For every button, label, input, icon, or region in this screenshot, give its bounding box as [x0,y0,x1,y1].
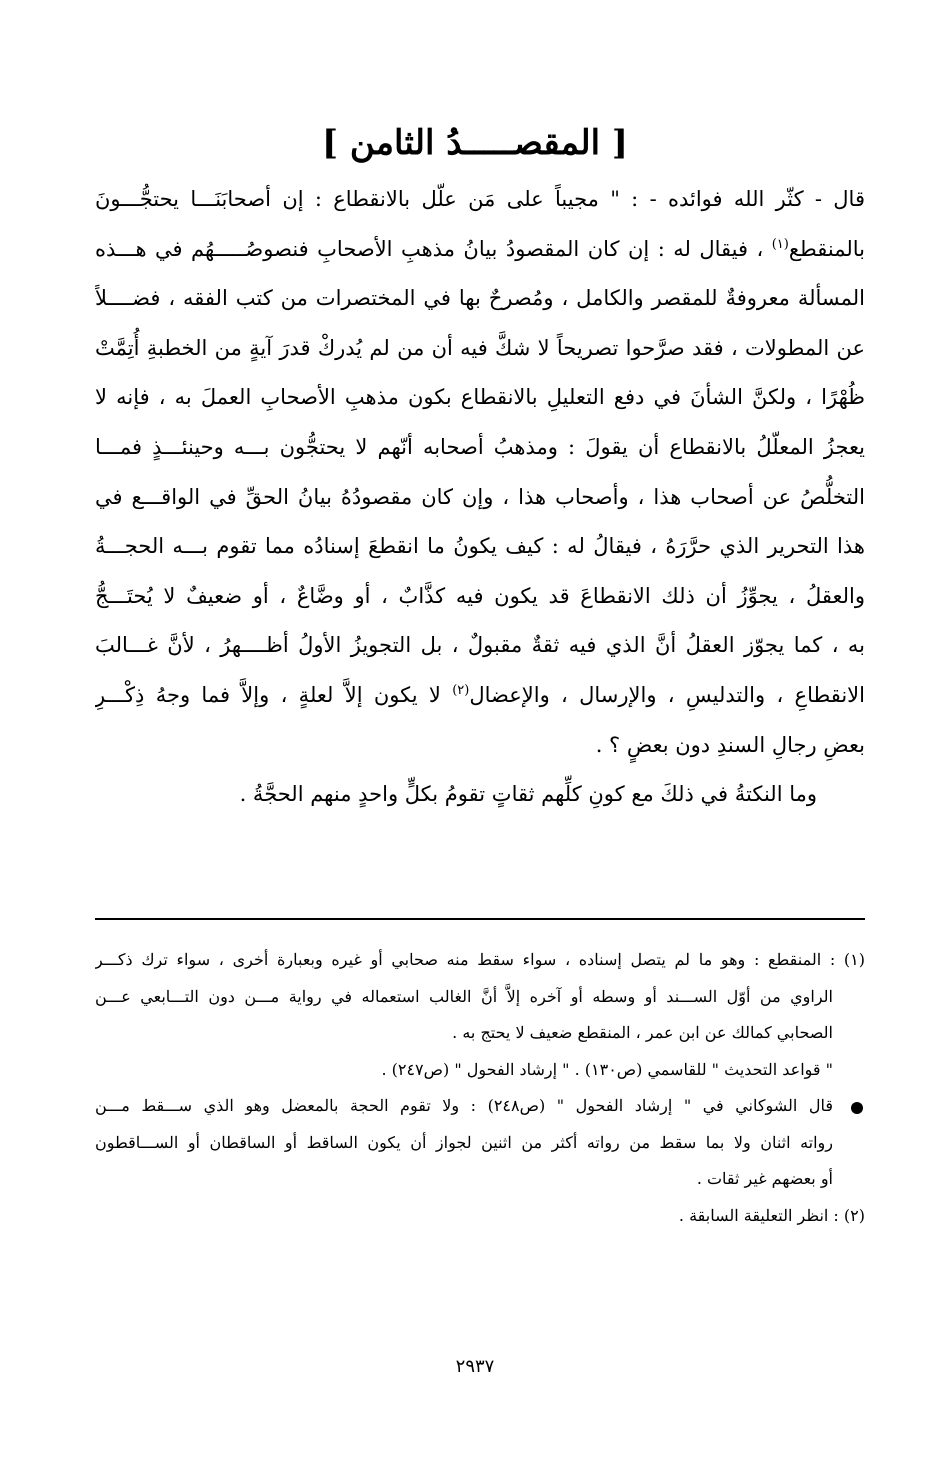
text-line: وما النكتةُ في ذلكَ مع كونِ كلِّهم ثقاتٍ تقومُ بكلٍّ واحدٍ منهم الحجَّةُ . [239,782,817,807]
text-fragment: لا يكون إلاَّ لعلةٍ ، وإلاَّ فما وجهُ ذِكْـــرِ [95,682,441,707]
text-fragment: ، فيقال له : إن كان المقصودُ بيانُ مذهبِ الأصحابِ فنصوصُـــــهُم في هـــذه [95,236,764,261]
footnote-marker[interactable]: (١) [771,236,789,252]
bullet-icon [851,1102,863,1114]
footnote-line: رواته اثنان ولا بما سقط من رواته أكثر من اثنين لجواز أن يكون الساقط أو الساقطان أو الســـاقطون [95,1132,833,1152]
text-fragment: الانقطاعِ ، والتدليسِ ، والإرسال ، والإعضال [469,682,865,707]
footnotes [95,942,865,1234]
text-line: يعجزُ المعلّلُ بالانقطاع أن يقولَ : ومذهبُ أصحابه أنّهم لا يحتجُّون بـــه وحينئـــذٍ فمـــا [95,434,865,459]
section-heading: [ المقصـــــدُ الثامن ] [322,123,628,163]
text-line: التخلُّصُ عن أصحاب هذا ، وأصحاب هذا ، وإن كان مقصودُهُ بيانُ الحقِّ في الواقـــع في [95,484,865,509]
footnote-bullet-item [95,1088,865,1125]
footnote-separator [95,918,865,920]
text-line [95,225,865,275]
text-line: به ، كما يجوّز العقلُ أنَّ الذي فيه ثقةٌ مقبولٌ ، بل التجويزُ الأولُ أظــــهرُ ، لأنَّ غـــالبَ [95,633,865,658]
page-number: ٢٩٣٧ [455,1356,495,1377]
footnote-line: الصحابي كمالك عن ابن عمر ، المنقطع ضعيف لا يحتج به . [452,1023,833,1042]
footnote-line: الراوي من أوّل الســـند أو وسطه أو آخره إلاَّ أنَّ الغالب استعماله في رواية مـــن دون التـــابعي عـــن [95,986,833,1006]
text-fragment: بالمنقطع [788,236,865,261]
footnote-marker[interactable]: (٢) [452,682,470,698]
text-line [95,671,865,721]
text-line: عن المطولات ، فقد صرَّحوا تصريحاً لا شكَّ فيه أن من لم يُدركْ قدرَ آيةٍ من الخطبةِ أُتِمَّتْ [95,335,865,360]
footnote-line: (٢) : انظر التعليقة السابقة . [678,1205,865,1225]
text-line: قال - كثّر الله فوائده - : " مجيباً على مَن علّل بالانقطاع : إن أصحابَنَـــا يحتجُّـــونَ [95,187,865,211]
footnote-line: أو بعضهم غير ثقات . [696,1169,833,1188]
text-line: المسألة معروفةٌ للمقصر والكامل ، ومُصرحٌ بها في المختصرات من كتب الفقه ، فضــــلاً [95,286,865,311]
text-line: ظُهْرًا ، ولكنَّ الشأنَ في دفع التعليلِ بالانقطاع بكون مذهبِ الأصحابِ العملَ به ، فإنه لا [95,385,865,410]
main-text [95,175,865,820]
footnote-line: " قواعد التحديث " للقاسمي (ص١٣٠) . " إرشاد الفحول " (ص٢٤٧) . [381,1059,833,1079]
footnote-line: (١) : المنقطع : وهو ما لم يتصل إسناده ، سواء سقط منه صحابي أو غيره وبعبارة أخرى ، سواء ترك ذكـــر [95,950,865,969]
text-line: بعضِ رجالِ السندِ دون بعضٍ ؟ . [595,732,865,757]
footnote-line: قال الشوكاني في " إرشاد الفحول " (ص٢٤٨) : ولا تقوم الحجة بالمعضل وهو الذي ســـقط مـــن [95,1096,833,1115]
text-line: والعقلُ ، يجوِّزُ أن ذلك الانقطاعَ قد يكون فيه كذَّابٌ ، أو وضَّاعٌ ، أو ضعيفٌ لا يُحتَـــجُّ [95,583,865,608]
text-line: هذا التحرير الذي حرَّرَهُ ، فيقالُ له : كيف يكونُ ما انقطعَ إسنادُه مما تقوم بـــه الحجـــةُ [95,534,865,559]
